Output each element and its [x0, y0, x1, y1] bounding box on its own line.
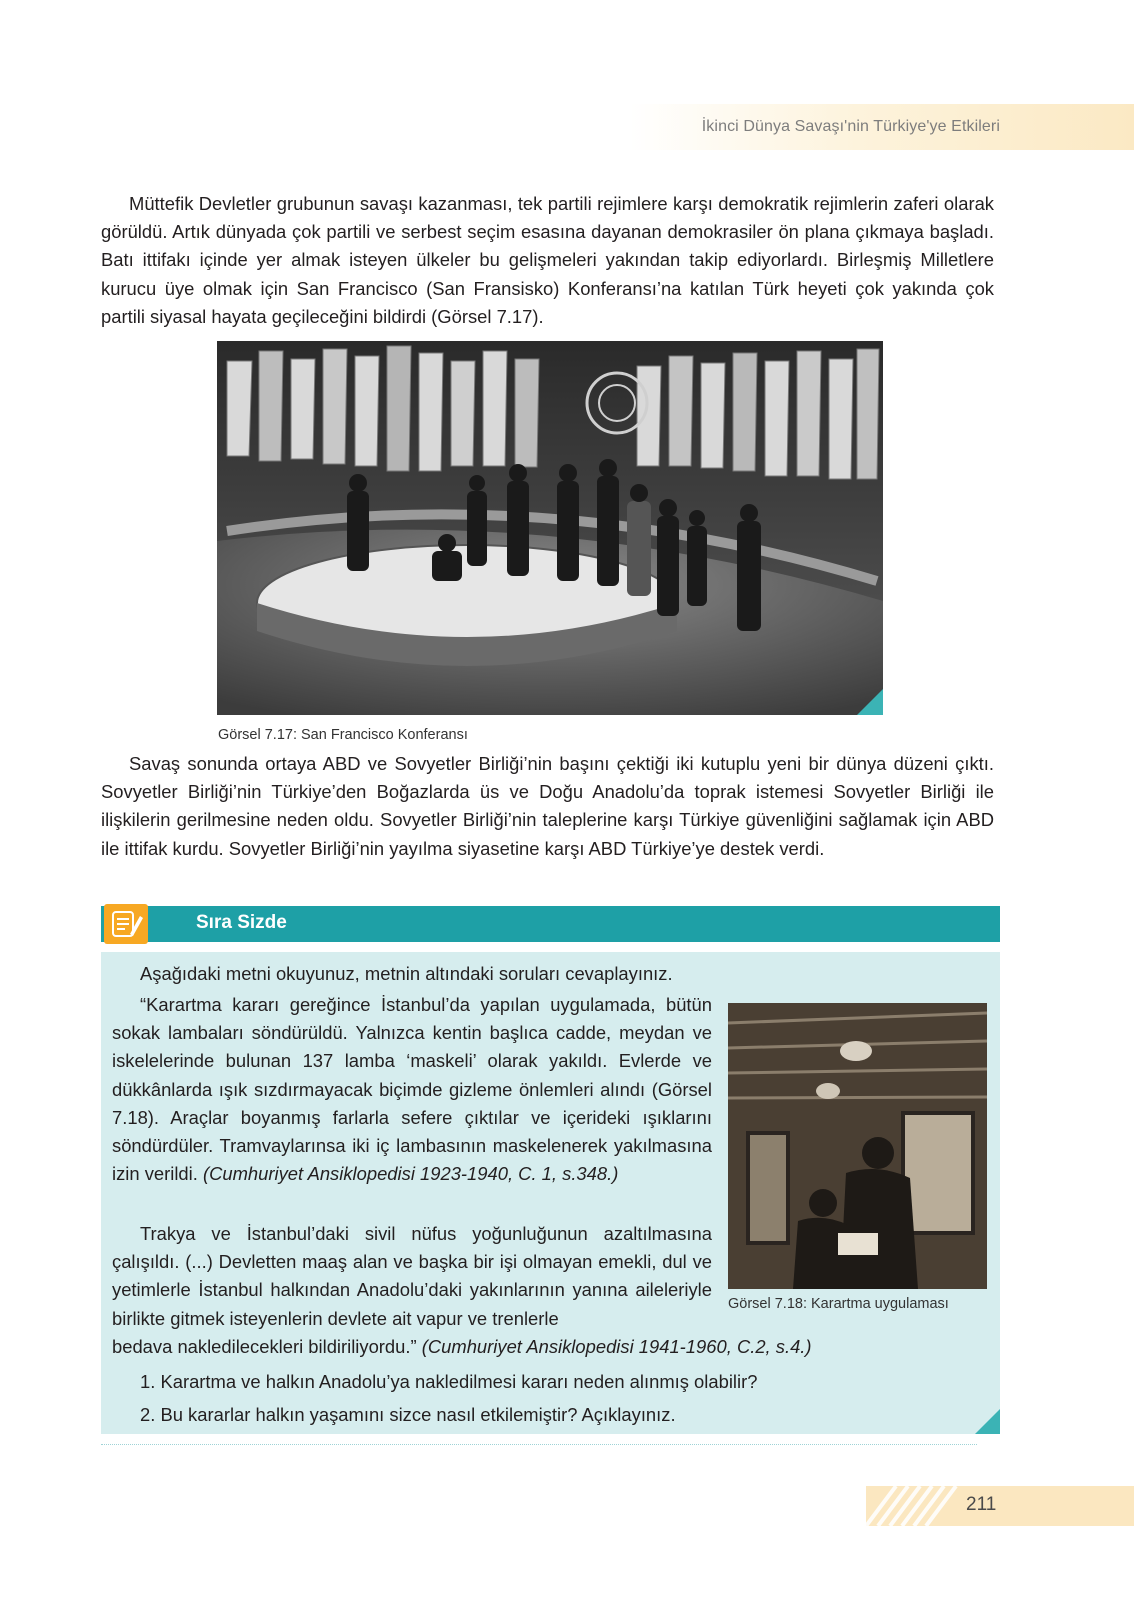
- activity-title: Sıra Sizde: [196, 912, 287, 933]
- body-paragraph-2: Savaş sonunda ortaya ABD ve Sovyetler Birliği’nin başını çektiği iki kutuplu yeni bir dünya düzeni çıktı. Sovyetler Birliği’nin Türkiye’den Boğazlarda üs ve Doğu Anadolu’da toprak istemesi Sovyetler Birliği ile ilişkilerin gerilmesine neden oldu. Sovyetler Birliği’nin taleplerine karşı Türkiye güvenliğini sağlamak için ABD ile ittifak kurdu. Sovyetler Birliği’nin yayılma siyasetine karşı ABD Türkiye’ye destek verdi.: [101, 753, 994, 859]
- quote-2: Trakya ve İstanbul’daki sivil nüfus yoğunluğunun azaltılmasına çalışıldı. (...) Devletten maaş alan ve başka bir işi olmayan emekli, dul ve yetimlerle İstanbul halkından Anadolu’daki yakınlarının yanına aileleriyle birlikte gitmek isteyenlerin devlete ait vapur ve trenlerle: [112, 1223, 712, 1329]
- notepad-pencil-icon: [104, 904, 148, 944]
- box-bottom-divider: [101, 1444, 977, 1445]
- question-1: 1. Karartma ve halkın Anadolu’ya nakledilmesi kararı neden alınmış olabilir?: [140, 1371, 758, 1392]
- quote-1: [112, 991, 712, 1188]
- quote-2-ending: [112, 1333, 992, 1361]
- blackout-tram-photo: [728, 1003, 987, 1289]
- quote-1-source: (Cumhuriyet Ansiklopedisi 1923-1940, C. 1, s.348.): [202, 1163, 619, 1185]
- question-2: 2. Bu kararlar halkın yaşamını sizce nasıl etkilemiştir? Açıklayınız.: [140, 1404, 676, 1425]
- stripes-decoration: [866, 1486, 1134, 1526]
- page-number-band: [866, 1486, 1134, 1526]
- figure-caption-7-17: Görsel 7.17: San Francisco Konferansı: [218, 727, 468, 743]
- chapter-title: İkinci Dünya Savaşı'nin Türkiye'ye Etkileri: [701, 118, 1000, 135]
- page-number: 211: [966, 1494, 997, 1515]
- san-francisco-conference-photo: [217, 341, 883, 715]
- figure-caption-7-18: Görsel 7.18: Karartma uygulaması: [728, 1296, 949, 1312]
- quote-2-source: (Cumhuriyet Ansiklopedisi 1941-1960, C.2, s.4.): [421, 1336, 812, 1357]
- quote-1-text: “Karartma kararı gereğince İstanbul’da yapılan uygulamada, bütün sokak lambaları söndürüldü. Yalnızca kentin başlıca cadde, meydan ve iskelelerinde bulunan 137 lamba ‘maskeli’ olarak yakıldı. Evlerde ve dükkânlarda ışık sızdırmayacak biçimde gizleme önlemleri alındı (Görsel 7.18). Araçlar boyanmış farlarla sefere çıktılar ve içerideki ışıklarını söndürdüler. Tramvaylarınsa iki iç lambasının maskelenerek yakılmasına izin verildi.: [112, 994, 712, 1185]
- quote-2-last-line: bedava nakledilecekleri bildiriliyordu.”: [112, 1336, 417, 1357]
- activity-instruction: Aşağıdaki metni okuyunuz, metnin altındaki soruları cevaplayınız.: [140, 963, 673, 984]
- activity-badge: [104, 904, 148, 944]
- body-paragraph-1: Müttefik Devletler grubunun savaşı kazanması, tek partili rejimlere karşı demokratik rejimlerin zaferi olarak görüldü. Artık dünyada çok partili ve serbest seçim esasına dayanan demokrasiler ön plana çıkmaya başladı. Batı ittifakı içinde yer almak isteyen ülkeler bu gelişmeleri yakından takip ediyorlardı. Birleşmiş Milletlere kurucu üye olmak için San Francisco (San Fransisko) Konferansı’na katılan Türk heyeti çok yakında çok partili siyasal hayata geçileceğini bildirdi (Görsel 7.17).: [101, 193, 994, 327]
